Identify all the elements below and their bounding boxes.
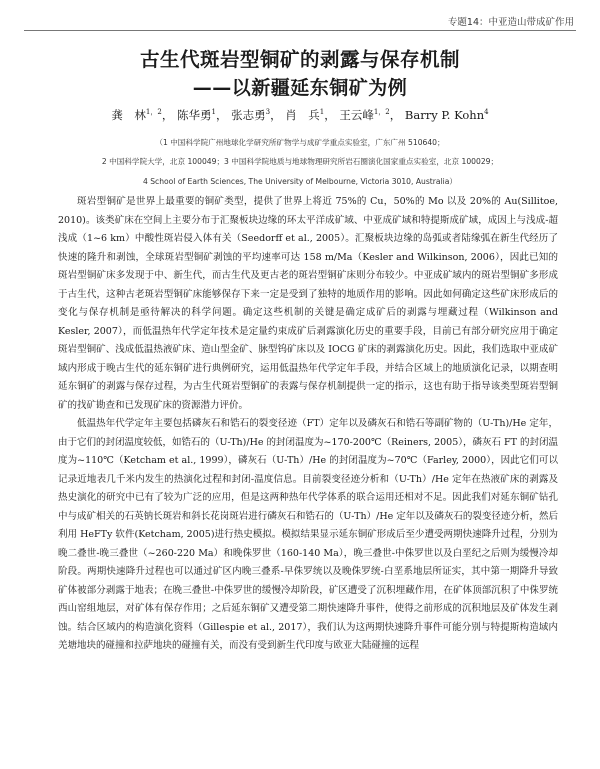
paper-title: 古生代斑岩型铜矿的剥露与保存机制: [139, 48, 460, 71]
author-list: 龚 林$^{1,2}$， 陈华勇$^1$， 张志勇$^3$， 肖 兵$^1$， 王云峰$^{1,2}$， Barry P. Kohn$^4$: [111, 108, 489, 122]
author-affiliation-mark: 1: [211, 108, 216, 117]
author-affiliation-mark: 1，2: [145, 108, 162, 117]
author-affiliation-mark: 3: [265, 108, 271, 117]
abstract-body: [58, 193, 558, 656]
affiliation-line: 4 School of Earth Sciences, The University of Melbourne, Victoria 3010, Australia）: [142, 177, 458, 186]
body-paragraph: 斑岩型铜矿是世界上最重要的铜矿类型，提供了世界上将近 75%的 Cu，50%的 Mo 以及 20%的 Au(Sillitoe, 2010)。该类矿床在空间上主要分布于汇聚板块边缘的环太平洋成矿域、中亚成矿域和特提斯成矿域，成因上与浅成-超浅成（1~6 km）中酸性斑岩侵入体有关（Seedorff et al., 2005）。汇聚板块边缘的岛弧或者陆缘弧在新生代经历了快速的隆升和剥蚀，全球斑岩型铜矿剥蚀的平均速率可达 158 m/Ma（Kesler and Wilkinson, 2006），因此已知的斑岩型铜矿床多发现于中、新生代，而古生代及更古老的斑岩型铜矿床则分布较少。中亚成矿域内的斑岩型铜矿多形成于古生代，这种古老斑岩型铜矿床能够保存下来一定是受到了独特的地质作用的影响。因此如何确定这些矿床形成后的变化与保存机制是亟待解决的科学问题。确定这些机制的关键是确定成矿后的剥露与埋藏过程（Wilkinson and Kesler, 2007），而低温热年代学定年技术是定量约束成矿后剥露演化历史的重要手段，目前已有部分研究应用于确定斑岩型铜矿、浅成低温热液矿床、造山型金矿、脉型钨矿床以及 IOCG 矿床的剥露演化历史。因此，我们选取中亚成矿域内形成于晚古生代的延东铜矿进行典例研究，运用低温热年代学定年手段，并结合区域上的地质演化记录，以期查明延东铜矿的剥露与保存过程，为古生代斑岩型铜矿的表露与保存机制提供一定的指示，这也有助于指导该类型斑岩型铜矿的找矿勘查和已发现矿床的资源潜力评价。: [58, 196, 558, 411]
header-divider: [24, 30, 576, 31]
paper-subtitle: ——以新疆延东铜矿为例: [192, 77, 408, 99]
author-affiliation-mark: 1: [319, 108, 325, 117]
author-name: 陈华勇: [176, 108, 212, 122]
author-name: 龚 林: [111, 108, 146, 122]
author-name: 王云峰: [339, 108, 374, 122]
author-name: Barry P. Kohn: [404, 108, 485, 122]
author-name: 张志勇: [231, 108, 266, 122]
running-header: 专题14：中亚造山带成矿作用: [447, 17, 574, 28]
affiliation-line: （1 中国科学院广州地球化学研究所矿物学与成矿学重点实验室，广东广州 510640；: [155, 138, 445, 147]
body-paragraph: 低温热年代学定年主要包括磷灰石和锆石的裂变径迹（FT）定年以及磷灰石和锆石等副矿物的（U-Th)/He 定年，由于它们的封闭温度较低，如锆石的（U-Th)/He 的封闭温度为~170-200℃（Reiners, 2005），磷灰石 FT 的封闭温度为~110℃（Ketcham et al., 1999），磷灰石（U-Th）/He 的封闭温度为~70℃（Farley, 2000），因此它们可以记录近地表几千米内发生的热演化过程和封闭-温度信息。目前裂变径迹分析和（U-Th）/He 定年在热液矿床的剥露及热史演化的研究中已有了较为广泛的应用，但是这两种热年代学体系的联合运用还相对不足。因此我们对延东铜矿钻孔中与成矿相关的石英钠长斑岩和斜长花岗斑岩进行磷灰石和锆石的（U-Th）/He 定年以及磷灰石的裂变径迹分析，然后利用 HeFTy 软件(Ketcham, 2005)进行热史模拟。模拟结果显示延东铜矿形成后至少遭受两期快速降升过程，分别为晚二叠世-晚三叠世（~260-220 Ma）和晚侏罗世（160-140 Ma），晚三叠世-中侏罗世以及白垩纪之后则为缓慢冷却阶段。两期快速降升过程也可以通过矿区内晚三叠系-早侏罗统以及晚侏罗统-白垩系地层所证实，其中第一期降升导致矿体被部分剥露于地表；在晚三叠世-中侏罗世的缓慢冷却阶段，矿区遭受了沉积埋藏作用，在矿体顶部沉积了中侏罗统西山窑组地层，对矿体有保存作用；之后延东铜矿又遭受第二期快速降升事件，使得之前形成的沉积地层及矿体发生剥蚀。结合区域内的构造演化资料（Gillespie et al., 2017），我们认为这两期快速降升事件可能分别与特提斯构造域内羌塘地块的碰撞和拉萨地块的碰撞有关，而没有受到新生代印度与欧亚大陆碰撞的远程: [58, 418, 558, 651]
author-affiliation-mark: 4: [484, 108, 489, 117]
author-affiliation-mark: 1，2: [373, 108, 390, 117]
affiliation-line: 2 中国科学院大学，北京 100049；3 中国科学院地质与地球物理研究所岩石圈演化国家重点实验室，北京 100029；: [101, 157, 499, 166]
author-name: 肖 兵: [285, 108, 320, 122]
